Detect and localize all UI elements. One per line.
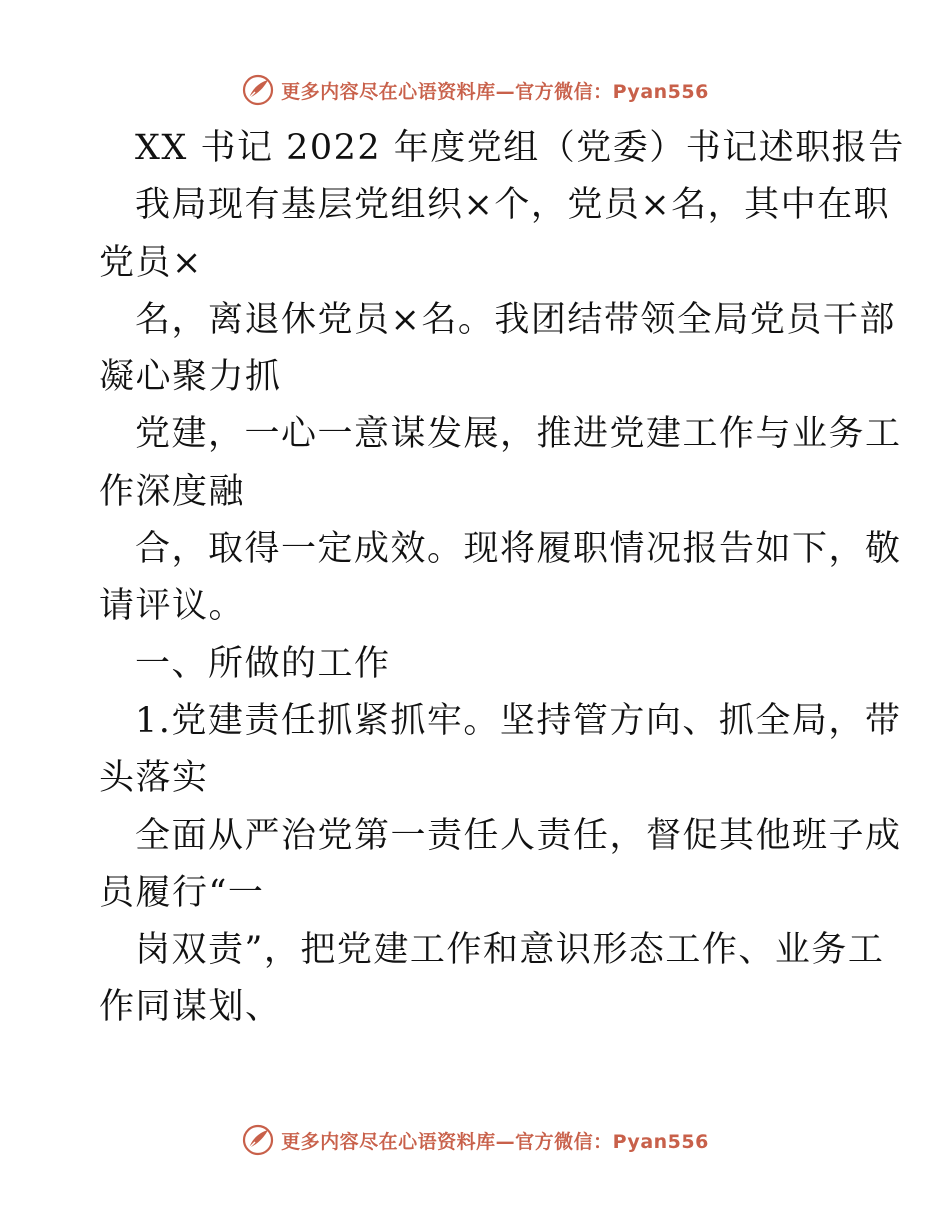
paragraph-line: 请评议。 — [99, 586, 246, 627]
paragraph-line: 作同谋划、 — [99, 987, 282, 1028]
paragraph-line: 头落实 — [99, 758, 209, 799]
watermark-banner-bottom — [0, 1120, 950, 1160]
paragraph-line: 凝心聚力抓 — [99, 357, 282, 398]
section-heading: 一、所做的工作 — [135, 643, 391, 684]
pen-logo-icon — [241, 73, 275, 107]
paragraph-line: 名，离退休党员×名。我团结带领全局党员干部 — [135, 299, 896, 340]
paragraph-line: 作深度融 — [99, 471, 246, 512]
paragraph-line: 我局现有基层党组织×个，党员×名，其中在职 — [135, 185, 891, 226]
paragraph-line: 岗双责”，把党建工作和意识形态工作、业务工 — [135, 930, 885, 971]
watermark-text: 更多内容尽在心语资料库—官方微信：Pyan556 — [281, 80, 709, 103]
paragraph-line: 全面从严治党第一责任人责任，督促其他班子成 — [135, 815, 902, 856]
paragraph-line: 党建，一心一意谋发展，推进党建工作与业务工 — [135, 414, 902, 455]
paragraph-line: 合，取得一定成效。现将履职情况报告如下，敬 — [135, 529, 902, 570]
paragraph-line: 党员× — [99, 242, 203, 283]
paragraph-line: 1.党建责任抓紧抓牢。坚持管方向、抓全局，带 — [135, 700, 902, 741]
pen-logo-icon — [241, 1123, 275, 1157]
paragraph-line: 员履行“一 — [99, 872, 265, 913]
document-body — [99, 120, 905, 1037]
document-title: XX 书记 2022 年度党组（党委）书记述职报告 — [135, 128, 905, 168]
watermark-banner-top — [0, 70, 950, 110]
watermark-text: 更多内容尽在心语资料库—官方微信：Pyan556 — [281, 1130, 709, 1153]
